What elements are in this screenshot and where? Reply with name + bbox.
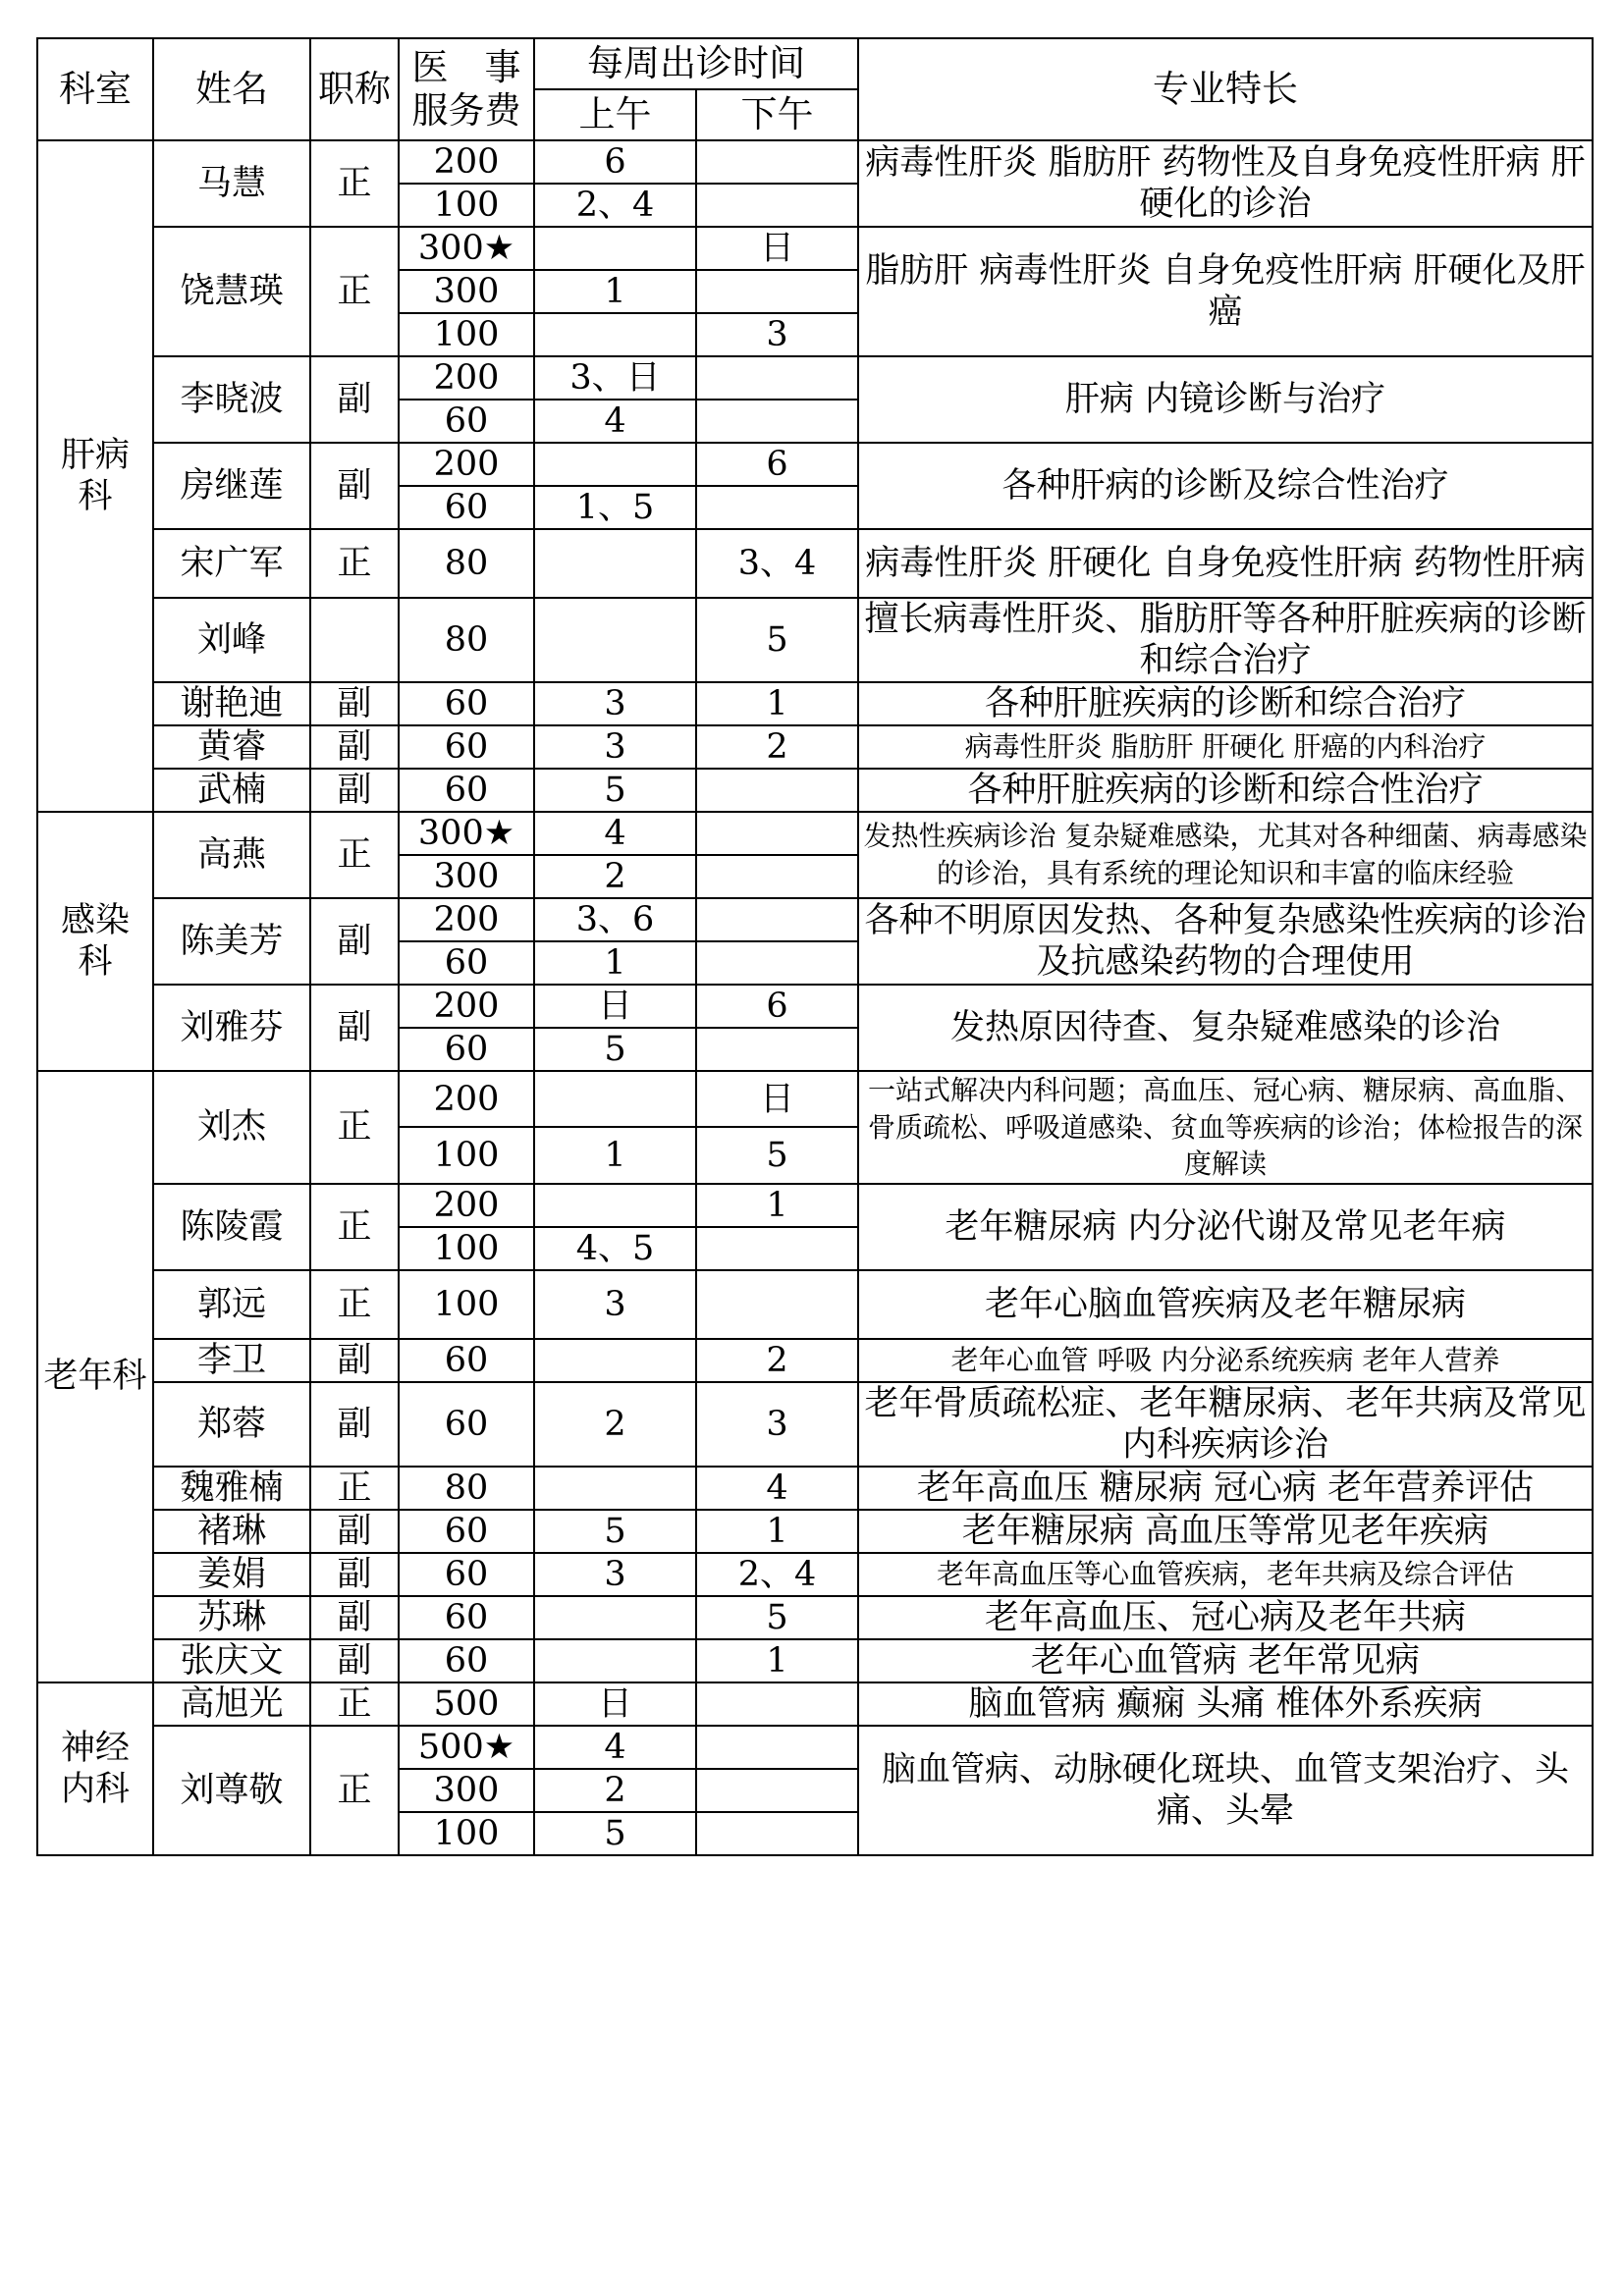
afternoon-slot: [696, 400, 858, 443]
table-row: [37, 725, 1593, 769]
doctor-title: 副: [310, 1382, 399, 1467]
service-fee: 200: [399, 985, 534, 1028]
service-fee: 60: [399, 1596, 534, 1639]
afternoon-slot: [696, 769, 858, 812]
service-fee: 60: [399, 486, 534, 529]
service-fee: 300: [399, 270, 534, 313]
doctor-name: 陈美芳: [153, 898, 310, 985]
schedule-sheet: [36, 37, 1594, 1856]
header-schedule: 每周出诊时间: [534, 38, 858, 89]
service-fee: 100: [399, 313, 534, 356]
header-title: 职称: [310, 38, 399, 140]
afternoon-slot: [696, 1270, 858, 1339]
doctor-title: 正: [310, 1184, 399, 1270]
morning-slot: 3: [534, 725, 696, 769]
morning-slot: 5: [534, 1812, 696, 1855]
service-fee: 80: [399, 598, 534, 682]
specialty: 一站式解决内科问题；高血压、冠心病、糖尿病、高血脂、骨质疏松、呼吸道感染、贫血等疾病的诊治；体检报告的深度解读: [858, 1071, 1593, 1184]
service-fee: 60: [399, 725, 534, 769]
afternoon-slot: [696, 1726, 858, 1769]
service-fee: 60: [399, 1028, 534, 1071]
afternoon-slot: [696, 140, 858, 184]
dept-cell: 感染 科: [37, 812, 153, 1071]
afternoon-slot: 日: [696, 227, 858, 270]
morning-slot: [534, 443, 696, 486]
morning-slot: 日: [534, 1682, 696, 1726]
service-fee: 200: [399, 356, 534, 400]
table-row: [37, 1510, 1593, 1553]
doctor-title: 副: [310, 725, 399, 769]
morning-slot: 1: [534, 1127, 696, 1183]
doctor-title: 副: [310, 1553, 399, 1596]
afternoon-slot: 1: [696, 682, 858, 725]
afternoon-slot: 4: [696, 1467, 858, 1510]
morning-slot: 1: [534, 941, 696, 985]
morning-slot: [534, 529, 696, 598]
doctor-title: 副: [310, 898, 399, 985]
table-row: [37, 227, 1593, 270]
header-am: 上午: [534, 89, 696, 140]
table-row: [37, 598, 1593, 682]
morning-slot: 1、5: [534, 486, 696, 529]
table-row: [37, 140, 1593, 184]
morning-slot: 3: [534, 1270, 696, 1339]
morning-slot: [534, 598, 696, 682]
table-row: [37, 1682, 1593, 1726]
service-fee: 300: [399, 1769, 534, 1812]
table-row: [37, 1339, 1593, 1382]
service-fee: 100: [399, 1812, 534, 1855]
afternoon-slot: [696, 1028, 858, 1071]
doctor-name: 姜娟: [153, 1553, 310, 1596]
service-fee: 500★: [399, 1726, 534, 1769]
specialty: 病毒性肝炎 肝硬化 自身免疫性肝病 药物性肝病: [858, 529, 1593, 598]
service-fee: 300: [399, 855, 534, 898]
dept-cell: 神经 内科: [37, 1682, 153, 1855]
afternoon-slot: [696, 486, 858, 529]
specialty: 老年糖尿病 高血压等常见老年疾病: [858, 1510, 1593, 1553]
specialty: 脑血管病、动脉硬化斑块、血管支架治疗、头痛、头晕: [858, 1726, 1593, 1855]
afternoon-slot: 1: [696, 1510, 858, 1553]
afternoon-slot: 2: [696, 725, 858, 769]
header-pm: 下午: [696, 89, 858, 140]
doctor-name: 李晓波: [153, 356, 310, 443]
doctor-title: 正: [310, 227, 399, 356]
table-row: [37, 356, 1593, 400]
doctor-name: 褚琳: [153, 1510, 310, 1553]
specialty: 肝病 内镜诊断与治疗: [858, 356, 1593, 443]
afternoon-slot: 1: [696, 1639, 858, 1682]
afternoon-slot: 1: [696, 1184, 858, 1227]
afternoon-slot: [696, 1227, 858, 1270]
service-fee: 60: [399, 1339, 534, 1382]
specialty: 各种肝脏疾病的诊断和综合治疗: [858, 682, 1593, 725]
header-dept: 科室: [37, 38, 153, 140]
doctor-title: 正: [310, 1071, 399, 1184]
table-row: [37, 812, 1593, 855]
morning-slot: 3、6: [534, 898, 696, 941]
doctor-name: 马慧: [153, 140, 310, 227]
afternoon-slot: [696, 1682, 858, 1726]
doctor-title: [310, 598, 399, 682]
specialty: 病毒性肝炎 脂肪肝 药物性及自身免疫性肝病 肝硬化的诊治: [858, 140, 1593, 227]
doctor-name: 郑蓉: [153, 1382, 310, 1467]
table-row: [37, 1596, 1593, 1639]
morning-slot: 1: [534, 270, 696, 313]
specialty: 老年高血压、冠心病及老年共病: [858, 1596, 1593, 1639]
morning-slot: 日: [534, 985, 696, 1028]
afternoon-slot: [696, 184, 858, 227]
dept-cell: 肝病 科: [37, 140, 153, 812]
afternoon-slot: [696, 270, 858, 313]
doctor-name: 魏雅楠: [153, 1467, 310, 1510]
specialty: 病毒性肝炎 脂肪肝 肝硬化 肝癌的内科治疗: [858, 725, 1593, 769]
table-row: [37, 1270, 1593, 1339]
doctor-title: 正: [310, 1682, 399, 1726]
table-row: [37, 1726, 1593, 1769]
service-fee: 300★: [399, 812, 534, 855]
service-fee: 60: [399, 1382, 534, 1467]
service-fee: 60: [399, 769, 534, 812]
service-fee: 200: [399, 1184, 534, 1227]
table-row: [37, 443, 1593, 486]
table-row: [37, 1467, 1593, 1510]
morning-slot: 5: [534, 769, 696, 812]
table-row: [37, 985, 1593, 1028]
doctor-name: 刘杰: [153, 1071, 310, 1184]
afternoon-slot: 6: [696, 443, 858, 486]
morning-slot: [534, 1184, 696, 1227]
doctor-name: 饶慧瑛: [153, 227, 310, 356]
afternoon-slot: [696, 812, 858, 855]
doctor-name: 张庆文: [153, 1639, 310, 1682]
afternoon-slot: 3、4: [696, 529, 858, 598]
doctor-name: 房继莲: [153, 443, 310, 529]
service-fee: 80: [399, 529, 534, 598]
header-fee-line1: 医 事: [411, 45, 521, 88]
doctor-name: 武楠: [153, 769, 310, 812]
specialty: 老年糖尿病 内分泌代谢及常见老年病: [858, 1184, 1593, 1270]
doctor-name: 郭远: [153, 1270, 310, 1339]
specialty: 擅长病毒性肝炎、脂肪肝等各种肝脏疾病的诊断和综合治疗: [858, 598, 1593, 682]
specialty: 发热性疾病诊治 复杂疑难感染，尤其对各种细菌、病毒感染的诊治，具有系统的理论知识和丰富的临床经验: [858, 812, 1593, 898]
table-row: [37, 1184, 1593, 1227]
service-fee: 200: [399, 140, 534, 184]
morning-slot: 4、5: [534, 1227, 696, 1270]
doctor-title: 副: [310, 985, 399, 1071]
specialty: 老年高血压等心血管疾病，老年共病及综合评估: [858, 1553, 1593, 1596]
morning-slot: 6: [534, 140, 696, 184]
doctor-name: 宋广军: [153, 529, 310, 598]
table-row: [37, 1639, 1593, 1682]
specialty: 老年心血管病 老年常见病: [858, 1639, 1593, 1682]
doctor-title: 副: [310, 443, 399, 529]
table-row: [37, 529, 1593, 598]
doctor-name: 刘峰: [153, 598, 310, 682]
service-fee: 200: [399, 1071, 534, 1127]
doctor-name: 刘尊敬: [153, 1726, 310, 1855]
afternoon-slot: [696, 1812, 858, 1855]
table-row: [37, 898, 1593, 941]
service-fee: 60: [399, 1639, 534, 1682]
doctor-title: 正: [310, 1270, 399, 1339]
afternoon-slot: 日: [696, 1071, 858, 1127]
specialty: 脑血管病 癫痫 头痛 椎体外系疾病: [858, 1682, 1593, 1726]
doctor-title: 副: [310, 1510, 399, 1553]
clinic-schedule-table: [36, 37, 1594, 1856]
morning-slot: 4: [534, 812, 696, 855]
morning-slot: [534, 1339, 696, 1382]
service-fee: 500: [399, 1682, 534, 1726]
service-fee: 60: [399, 941, 534, 985]
morning-slot: 3: [534, 682, 696, 725]
morning-slot: 2: [534, 1382, 696, 1467]
service-fee: 100: [399, 1127, 534, 1183]
specialty: 老年高血压 糖尿病 冠心病 老年营养评估: [858, 1467, 1593, 1510]
doctor-title: 副: [310, 356, 399, 443]
morning-slot: 2: [534, 1769, 696, 1812]
morning-slot: 4: [534, 400, 696, 443]
afternoon-slot: 6: [696, 985, 858, 1028]
service-fee: 200: [399, 443, 534, 486]
afternoon-slot: 2: [696, 1339, 858, 1382]
dept-cell: 老年科: [37, 1071, 153, 1682]
afternoon-slot: [696, 898, 858, 941]
specialty: 各种不明原因发热、各种复杂感染性疾病的诊治及抗感染药物的合理使用: [858, 898, 1593, 985]
specialty: 各种肝脏疾病的诊断和综合性治疗: [858, 769, 1593, 812]
morning-slot: [534, 313, 696, 356]
service-fee: 300★: [399, 227, 534, 270]
doctor-name: 黄睿: [153, 725, 310, 769]
afternoon-slot: 5: [696, 598, 858, 682]
doctor-title: 正: [310, 1467, 399, 1510]
morning-slot: [534, 1467, 696, 1510]
morning-slot: 3: [534, 1553, 696, 1596]
header-fee: [399, 38, 534, 140]
doctor-name: 高旭光: [153, 1682, 310, 1726]
table-row: [37, 1553, 1593, 1596]
morning-slot: 5: [534, 1028, 696, 1071]
service-fee: 60: [399, 1553, 534, 1596]
afternoon-slot: 3: [696, 1382, 858, 1467]
afternoon-slot: [696, 855, 858, 898]
service-fee: 60: [399, 682, 534, 725]
service-fee: 100: [399, 184, 534, 227]
afternoon-slot: 2、4: [696, 1553, 858, 1596]
table-row: [37, 682, 1593, 725]
doctor-name: 谢艳迪: [153, 682, 310, 725]
header-fee-line2: 服务费: [411, 89, 521, 132]
specialty: 发热原因待查、复杂疑难感染的诊治: [858, 985, 1593, 1071]
afternoon-slot: 3: [696, 313, 858, 356]
specialty: 各种肝病的诊断及综合性治疗: [858, 443, 1593, 529]
morning-slot: [534, 1639, 696, 1682]
doctor-title: 副: [310, 1339, 399, 1382]
afternoon-slot: [696, 941, 858, 985]
specialty: 老年骨质疏松症、老年糖尿病、老年共病及常见内科疾病诊治: [858, 1382, 1593, 1467]
doctor-name: 高燕: [153, 812, 310, 898]
morning-slot: 4: [534, 1726, 696, 1769]
doctor-title: 副: [310, 682, 399, 725]
doctor-title: 正: [310, 1726, 399, 1855]
service-fee: 100: [399, 1227, 534, 1270]
afternoon-slot: 5: [696, 1127, 858, 1183]
specialty: 老年心脑血管疾病及老年糖尿病: [858, 1270, 1593, 1339]
morning-slot: 3、日: [534, 356, 696, 400]
service-fee: 60: [399, 1510, 534, 1553]
service-fee: 200: [399, 898, 534, 941]
doctor-name: 刘雅芬: [153, 985, 310, 1071]
afternoon-slot: 5: [696, 1596, 858, 1639]
service-fee: 60: [399, 400, 534, 443]
morning-slot: 2、4: [534, 184, 696, 227]
service-fee: 100: [399, 1270, 534, 1339]
table-row: [37, 1071, 1593, 1127]
doctor-title: 副: [310, 769, 399, 812]
doctor-name: 李卫: [153, 1339, 310, 1382]
doctor-name: 陈陵霞: [153, 1184, 310, 1270]
morning-slot: [534, 1596, 696, 1639]
schedule-body: [37, 140, 1593, 1855]
doctor-name: 苏琳: [153, 1596, 310, 1639]
doctor-title: 正: [310, 529, 399, 598]
morning-slot: 2: [534, 855, 696, 898]
doctor-title: 正: [310, 812, 399, 898]
specialty: 老年心血管 呼吸 内分泌系统疾病 老年人营养: [858, 1339, 1593, 1382]
table-row: [37, 1382, 1593, 1467]
morning-slot: [534, 1071, 696, 1127]
header-spec: 专业特长: [858, 38, 1593, 140]
afternoon-slot: [696, 1769, 858, 1812]
table-row: [37, 769, 1593, 812]
afternoon-slot: [696, 356, 858, 400]
doctor-title: 副: [310, 1596, 399, 1639]
morning-slot: [534, 227, 696, 270]
service-fee: 80: [399, 1467, 534, 1510]
morning-slot: 5: [534, 1510, 696, 1553]
specialty: 脂肪肝 病毒性肝炎 自身免疫性肝病 肝硬化及肝癌: [858, 227, 1593, 356]
doctor-title: 副: [310, 1639, 399, 1682]
doctor-title: 正: [310, 140, 399, 227]
header-name: 姓名: [153, 38, 310, 140]
